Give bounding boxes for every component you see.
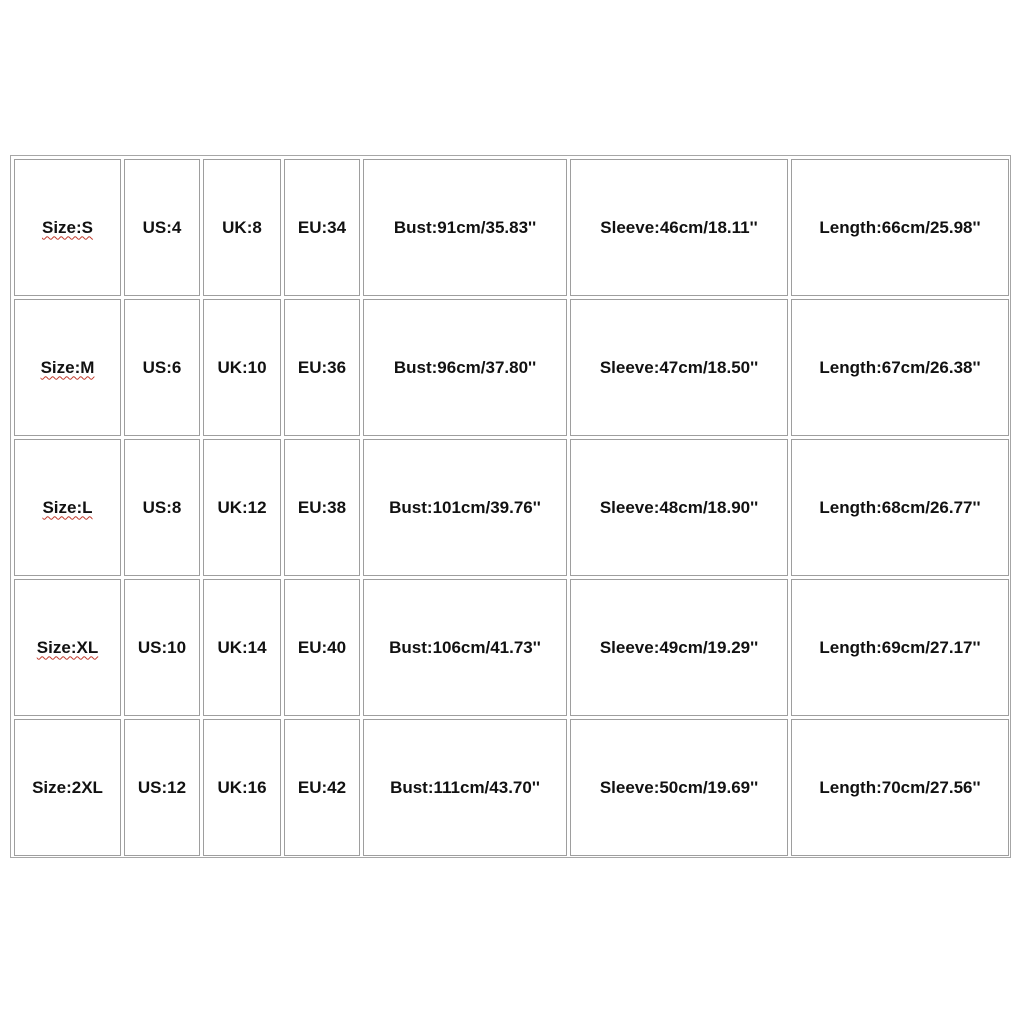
sleeve-cell: Sleeve:47cm/18.50'' bbox=[570, 299, 788, 436]
size-label: Size:M bbox=[40, 357, 95, 377]
uk-size-cell: UK:12 bbox=[203, 439, 281, 576]
size-chart bbox=[10, 155, 1011, 858]
length-cell: Length:68cm/26.77'' bbox=[791, 439, 1009, 576]
eu-size-cell: EU:34 bbox=[284, 159, 360, 296]
size-label: Size:L bbox=[42, 497, 93, 517]
length-cell: Length:69cm/27.17'' bbox=[791, 579, 1009, 716]
bust-cell: Bust:101cm/39.76'' bbox=[363, 439, 567, 576]
bust-cell: Bust:96cm/37.80'' bbox=[363, 299, 567, 436]
size-cell bbox=[14, 579, 121, 716]
size-label: Size:S bbox=[41, 217, 94, 237]
eu-size-cell: EU:36 bbox=[284, 299, 360, 436]
size-chart-table bbox=[11, 156, 1012, 859]
uk-size-cell: UK:14 bbox=[203, 579, 281, 716]
size-cell bbox=[14, 439, 121, 576]
uk-size-cell: UK:16 bbox=[203, 719, 281, 856]
bust-cell: Bust:111cm/43.70'' bbox=[363, 719, 567, 856]
us-size-cell: US:10 bbox=[124, 579, 200, 716]
size-cell bbox=[14, 299, 121, 436]
length-cell: Length:70cm/27.56'' bbox=[791, 719, 1009, 856]
us-size-cell: US:12 bbox=[124, 719, 200, 856]
uk-size-cell: UK:10 bbox=[203, 299, 281, 436]
eu-size-cell: EU:40 bbox=[284, 579, 360, 716]
table-row bbox=[14, 299, 1009, 436]
size-cell bbox=[14, 719, 121, 856]
table-row bbox=[14, 159, 1009, 296]
bust-cell: Bust:106cm/41.73'' bbox=[363, 579, 567, 716]
size-label: Size:XL bbox=[36, 637, 99, 657]
uk-size-cell: UK:8 bbox=[203, 159, 281, 296]
us-size-cell: US:4 bbox=[124, 159, 200, 296]
bust-cell: Bust:91cm/35.83'' bbox=[363, 159, 567, 296]
sleeve-cell: Sleeve:46cm/18.11'' bbox=[570, 159, 788, 296]
eu-size-cell: EU:42 bbox=[284, 719, 360, 856]
size-cell bbox=[14, 159, 121, 296]
table-row bbox=[14, 579, 1009, 716]
sleeve-cell: Sleeve:48cm/18.90'' bbox=[570, 439, 788, 576]
us-size-cell: US:8 bbox=[124, 439, 200, 576]
length-cell: Length:67cm/26.38'' bbox=[791, 299, 1009, 436]
us-size-cell: US:6 bbox=[124, 299, 200, 436]
table-row bbox=[14, 439, 1009, 576]
table-row bbox=[14, 719, 1009, 856]
eu-size-cell: EU:38 bbox=[284, 439, 360, 576]
sleeve-cell: Sleeve:49cm/19.29'' bbox=[570, 579, 788, 716]
length-cell: Length:66cm/25.98'' bbox=[791, 159, 1009, 296]
sleeve-cell: Sleeve:50cm/19.69'' bbox=[570, 719, 788, 856]
size-label: Size:2XL bbox=[32, 777, 103, 797]
